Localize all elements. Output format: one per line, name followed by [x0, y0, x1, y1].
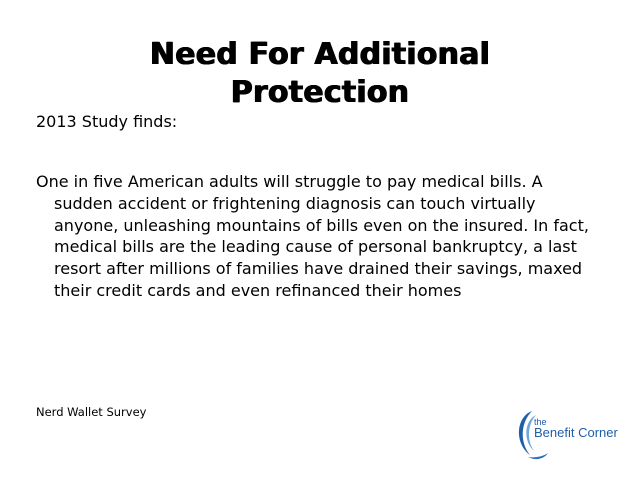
- body-paragraph: [36, 171, 610, 302]
- source-citation: Nerd Wallet Survey: [36, 405, 147, 419]
- body-line: sudden accident or frightening diagnosis can touch virtually: [54, 193, 536, 213]
- benefit-corner-logo: [510, 403, 630, 463]
- slide-title-line-2: Protection: [230, 75, 410, 110]
- slide-title-line-1: Need For Additional: [149, 37, 491, 72]
- body-line: medical bills are the leading cause of personal bankruptcy, a last: [54, 237, 577, 257]
- subheading: 2013 Study finds:: [36, 112, 178, 131]
- body-line: One in five American adults will struggle to pay medical bills. A: [36, 172, 543, 191]
- logo-small-text: the: [534, 417, 547, 427]
- body-line: anyone, unleashing mountains of bills even on the insured. In fact,: [54, 215, 589, 235]
- body-line: resort after millions of families have drained their savings, maxed: [54, 259, 583, 279]
- body-line: their credit cards and even refinanced their homes: [54, 280, 462, 300]
- slide-title: [120, 36, 520, 112]
- logo-brand-text: Benefit Corner: [534, 425, 618, 440]
